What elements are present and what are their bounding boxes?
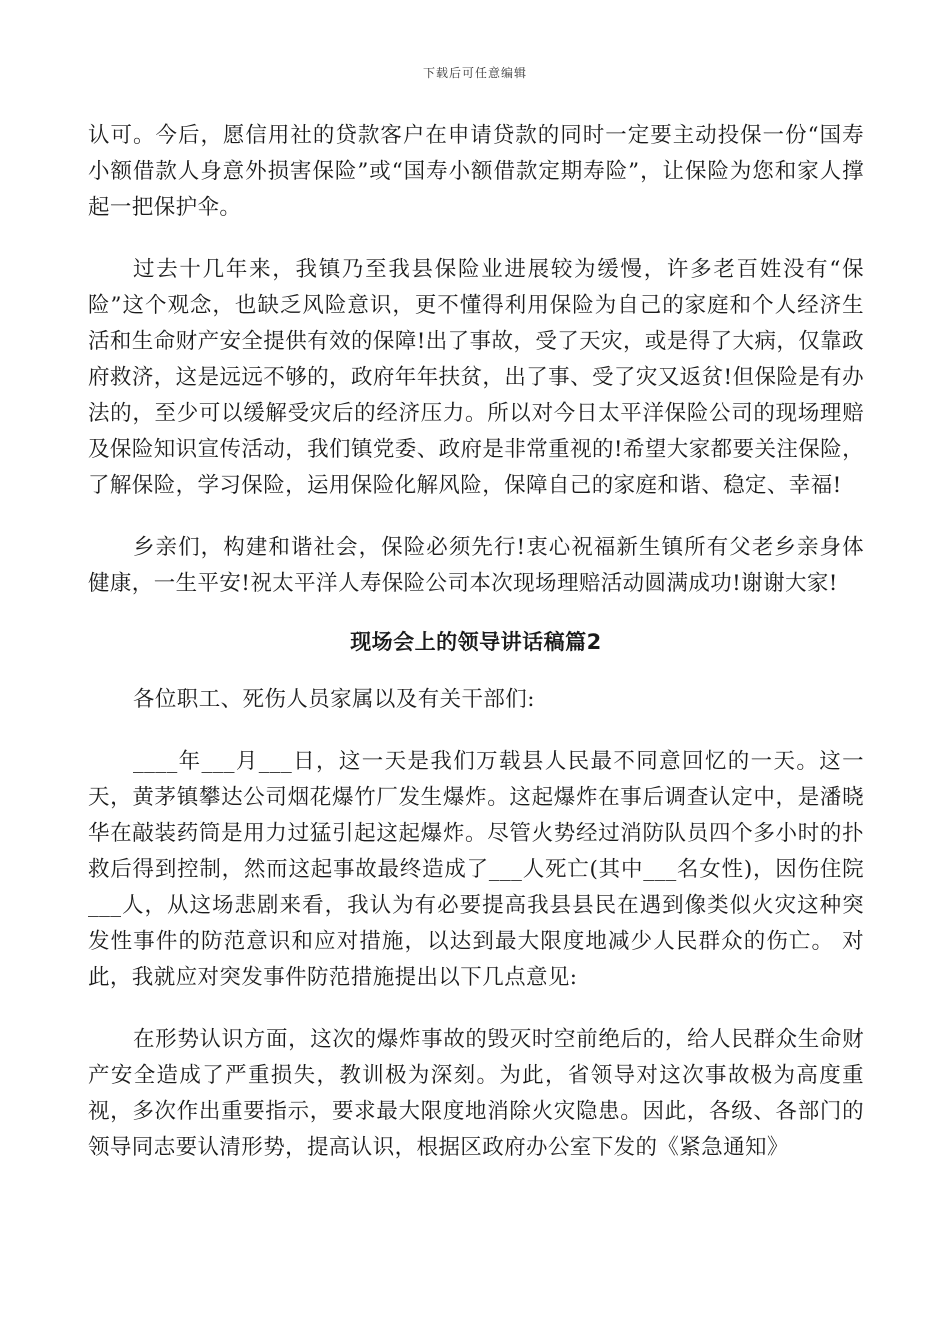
- paragraph-6: 在形势认识方面，这次的爆炸事故的毁灭时空前绝后的，给人民群众生命财产安全造成了严重损失，教训极为深刻。为此，省领导对这次事故极为高度重视，多次作出重要指示，要求最大限度地消除火灾隐患。因此，各级、各部门的领导同志要认清形势，提高认识，根据区政府办公室下发的《紧急通知》: [88, 1027, 864, 1160]
- document-body: [88, 118, 864, 1166]
- paragraph-3: 乡亲们，构建和谐社会，保险必须先行!衷心祝福新生镇所有父老乡亲身体健康，一生平安!祝太平洋人寿保险公司本次现场理赔活动圆满成功!谢谢大家!: [88, 535, 864, 596]
- section-heading: 现场会上的领导讲话稿篇2: [350, 630, 602, 654]
- paragraph-4: 各位职工、死伤人员家属以及有关干部们:: [133, 687, 535, 712]
- page-header-note: 下载后可任意编辑: [422, 66, 527, 80]
- paragraph-5: ____年___月___日，这一天是我们万载县人民最不同意回忆的一天。这一天，黄茅镇攀达公司烟花爆竹厂发生爆炸。这起爆炸在事后调查认定中，是潘晓华在敲装药筒是用力过猛引起这起爆炸。尽管火势经过消防队员四个多小时的扑救后得到控制，然而这起事故最终造成了___人死亡(其中___名女性)，因伤住院___人，从这场悲剧来看，我认为有必要提高我县县民在遇到像类似火灾这种突发性事件的防范意识和应对措施，以达到最大限度地减少人民群众的伤亡。 对此，我就应对突发事件防范措施提出以下几点意见:: [88, 749, 864, 990]
- paragraph-2: 过去十几年来，我镇乃至我县保险业进展较为缓慢，许多老百姓没有“保险”这个观念，也缺乏风险意识，更不懂得利用保险为自己的家庭和个人经济生活和生命财产安全提供有效的保障!出了事故，受了天灾，或是得了大病，仅靠政府救济，这是远远不够的，政府年年扶贫，出了事、受了灾又返贫!但保险是有办法的，至少可以缓解受灾后的经济压力。所以对今日太平洋保险公司的现场理赔及保险知识宣传活动，我们镇党委、政府是非常重视的!希望大家都要关注保险，了解保险，学习保险，运用保险化解风险，保障自己的家庭和谐、稳定、幸福!: [88, 257, 864, 498]
- paragraph-1: 认可。今后，愿信用社的贷款客户在申请贷款的同时一定要主动投保一份“国寿小额借款人身意外损害保险”或“国寿小额借款定期寿险”，让保险为您和家人撑起一把保护伞。: [88, 123, 864, 220]
